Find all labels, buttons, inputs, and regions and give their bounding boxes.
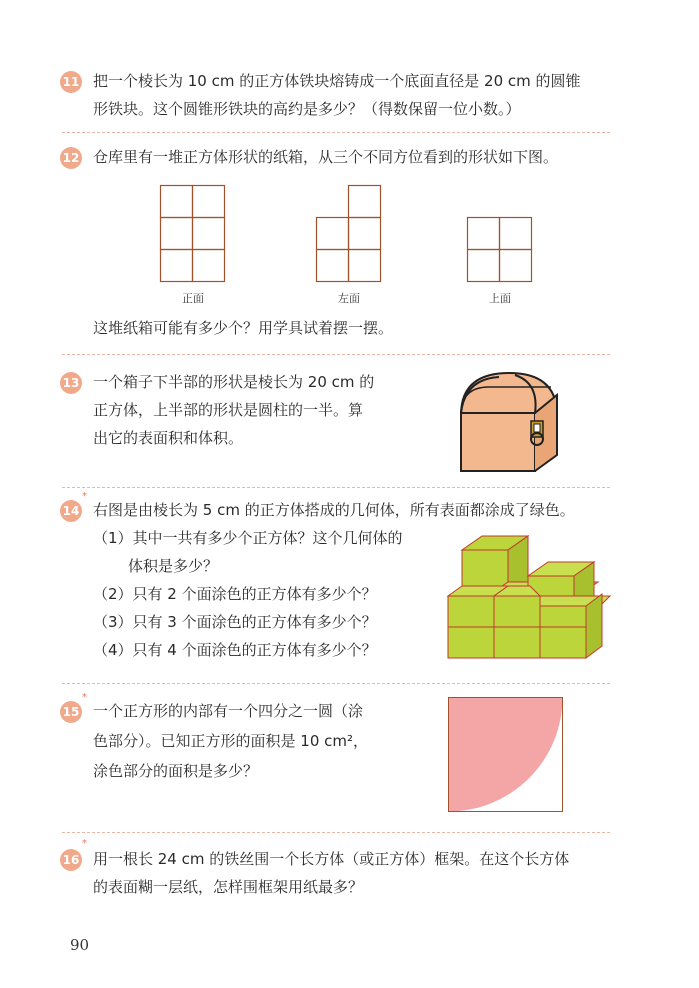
problem-11-line-1: 把一个棱长为 10 cm 的正方体铁块熔铸成一个底面直径是 20 cm 的圆锥	[93, 72, 581, 90]
problem-13-line-2: 正方体，上半部的形状是圆柱的一半。算	[93, 401, 364, 419]
divider	[62, 487, 610, 488]
problem-11-number: 11	[60, 71, 82, 93]
problem-14-number: 14	[60, 500, 82, 522]
problem-11-line-2: 形铁块。这个圆锥形铁块的高约是多少？（得数保留一位小数。）	[93, 100, 521, 118]
divider	[62, 132, 610, 133]
problem-15-number: 15	[60, 701, 82, 723]
problem-12-line-1: 仓库里有一堆正方体形状的纸箱，从三个不同方位看到的形状如下图。	[93, 148, 559, 166]
problem-13-line-3: 出它的表面积和体积。	[93, 429, 244, 447]
front-view-diagram	[160, 185, 226, 283]
problem-14-line-1: 右图是由棱长为 5 cm 的正方体搭成的几何体，所有表面都涂成了绿色。	[93, 501, 575, 519]
divider	[62, 683, 610, 684]
problem-15-line-1: 一个正方形的内部有一个四分之一圆（涂	[93, 702, 364, 720]
left-view-caption: 左面	[338, 292, 360, 305]
problem-15-line-3: 涂色部分的面积是多少？	[93, 762, 259, 780]
quarter-circle-in-square-diagram	[448, 697, 564, 813]
problem-13-number: 13	[60, 372, 82, 394]
problem-15-star: *	[82, 692, 87, 703]
top-view-diagram	[467, 217, 533, 283]
problem-12-number: 12	[60, 147, 82, 169]
problem-14-sub-1-cont: 体积是多少？	[128, 557, 219, 575]
problem-14-sub-2: （2）只有 2 个面涂色的正方体有多少个？	[93, 585, 377, 603]
problem-16-line-2: 的表面糊一层纸，怎样围框架用纸最多？	[93, 878, 364, 896]
treasure-chest-illustration	[455, 365, 565, 477]
problem-12-after: 这堆纸箱可能有多少个？用学具试着摆一摆。	[93, 319, 394, 337]
problem-14-sub-3: （3）只有 3 个面涂色的正方体有多少个？	[93, 613, 377, 631]
divider	[62, 832, 610, 833]
problem-15-line-2: 色部分）。已知正方形的面积是 10 cm²，	[93, 732, 368, 750]
problem-16-number: 16	[60, 849, 82, 871]
problem-13-line-1: 一个箱子下半部的形状是棱长为 20 cm 的	[93, 373, 375, 391]
top-view-caption: 上面	[489, 292, 511, 305]
problem-14-sub-1: （1）其中一共有多少个正方体？这个几何体的	[93, 529, 403, 547]
green-cube-solid-illustration	[440, 530, 610, 665]
problem-16-line-1: 用一根长 24 cm 的铁丝围一个长方体（或正方体）框架。在这个长方体	[93, 850, 570, 868]
problem-14-star: *	[82, 491, 87, 502]
left-view-diagram	[316, 185, 382, 283]
page-number: 90	[70, 936, 90, 954]
problem-14-sub-4: （4）只有 4 个面涂色的正方体有多少个？	[93, 641, 377, 659]
front-view-caption: 正面	[182, 292, 204, 305]
divider	[62, 354, 610, 355]
problem-16-star: *	[82, 838, 87, 849]
